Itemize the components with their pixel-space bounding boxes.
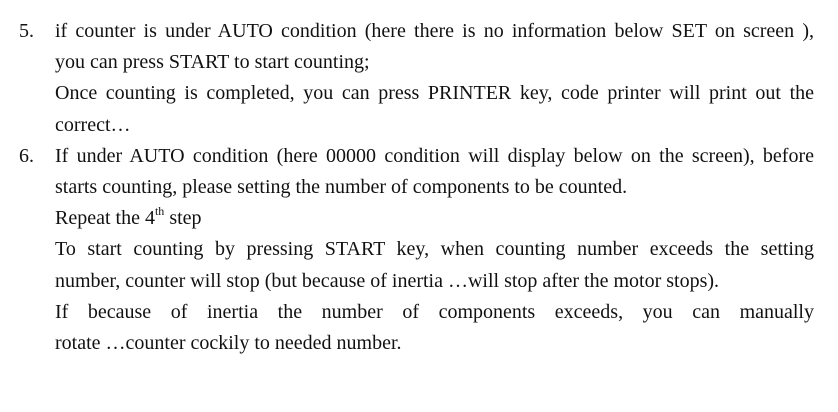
paragraph-line: starts counting, please setting the number of components to be counted.: [55, 176, 628, 199]
paragraph-line: number, counter will stop (but because of inertia …will stop after the motor stops).: [55, 269, 720, 292]
list-item-5: [0, 16, 838, 141]
paragraph-line: correct…: [55, 113, 131, 136]
paragraph-line: if counter is under AUTO condition (here there is no information below SET on screen ),: [55, 20, 814, 42]
paragraph-line: rotate …counter cockily to needed number.: [55, 332, 402, 355]
repeat-step-prefix: Repeat the 4: [55, 207, 155, 230]
paragraph-line: If because of inertia the number of components exceeds, you can manually: [55, 300, 814, 323]
list-item-6: [0, 141, 838, 359]
ordinal-superscript: th: [154, 204, 165, 219]
document-body: [0, 16, 838, 359]
item-number: 5.: [19, 20, 34, 42]
item-number: 6.: [19, 144, 34, 167]
repeat-step-suffix: step: [164, 207, 202, 230]
paragraph-line: To start counting by pressing START key, when counting number exceeds the setting: [55, 238, 814, 261]
paragraph-line: If under AUTO condition (here 00000 condition will display below on the screen), before: [55, 144, 814, 167]
repeat-step-line: [55, 203, 814, 234]
paragraph-line: Once counting is completed, you can press PRINTER key, code printer will print out the: [55, 82, 814, 105]
paragraph-line: you can press START to start counting;: [55, 51, 370, 74]
